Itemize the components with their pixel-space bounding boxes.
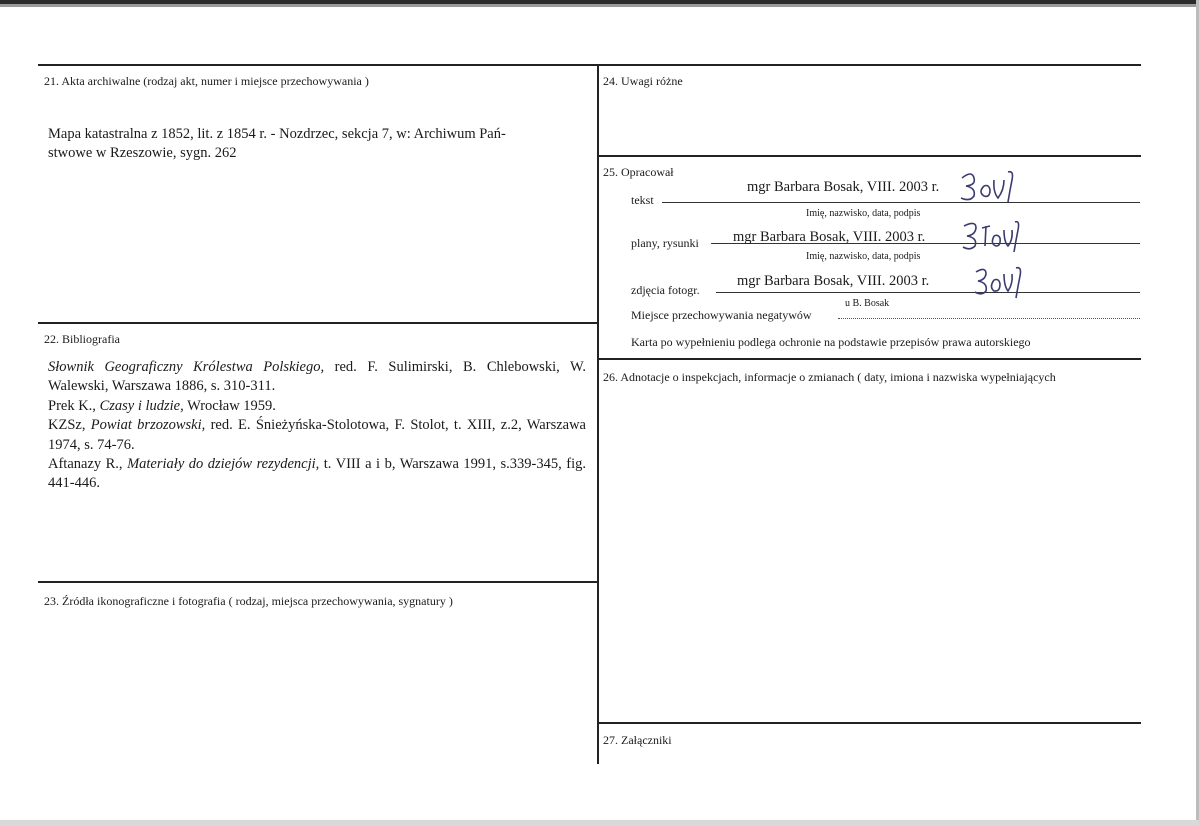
bibliography-entry-author: Prek K., — [48, 397, 100, 414]
divider-24-25 — [597, 155, 1141, 157]
bibliography-entry-author: Aftanazy R., — [48, 456, 128, 473]
miejsce-label: Miejsce przechowywania negatywów — [631, 308, 812, 322]
section-21-line-1: Mapa katastralna z 1852, lit. z 1854 r. - Nozdrzec, sekcja 7, w: Archiwum Pań- — [48, 126, 506, 142]
bibliography-entry-title: Czasy i ludzie, — [99, 397, 184, 414]
caption-1: Imię, nazwisko, data, podpis — [806, 208, 921, 219]
scan-top-shadow — [0, 4, 1199, 7]
signature-icon — [972, 264, 1032, 300]
miejsce-line — [838, 318, 1140, 319]
signature-icon — [958, 168, 1024, 204]
plany-value: mgr Barbara Bosak, VIII. 2003 r. — [733, 229, 926, 245]
miejsce-value: u B. Bosak — [845, 298, 890, 309]
copyright-note: Karta po wypełnieniu podlega ochronie na podstawie przepisów prawa autorskiego — [631, 335, 1031, 349]
bibliography-entry-author: KZSz, — [48, 417, 91, 434]
bibliography-list — [48, 358, 586, 494]
zdjecia-value: mgr Barbara Bosak, VIII. 2003 r. — [737, 273, 930, 289]
section-21-text — [48, 125, 588, 164]
bibliography-entry-details: Wrocław 1959. — [183, 397, 276, 414]
tekst-value: mgr Barbara Bosak, VIII. 2003 r. — [747, 179, 940, 195]
section-26-label: 26. Adnotacje o inspekcjach, informacje o zmianach ( daty, imiona i nazwiska wypełniających — [603, 370, 1056, 384]
bibliography-entry-details: red. E. Śnieżyńska-Stolotowa, F. Stolot, t. XIII, z.2, Warszawa 1974, s. 74-76. — [48, 417, 586, 453]
divider-26-27 — [597, 722, 1141, 724]
top-rule — [38, 64, 1141, 66]
zdjecia-line — [716, 292, 1140, 293]
section-21-label: 21. Akta archiwalne (rodzaj akt, numer i miejsce przechowywania ) — [44, 74, 369, 88]
section-27-label: 27. Załączniki — [603, 733, 672, 747]
plany-label: plany, rysunki — [631, 236, 699, 250]
scan-bottom-edge — [0, 820, 1199, 826]
bibliography-entry-title: Powiat brzozowski, — [90, 417, 206, 434]
section-22-label: 22. Bibliografia — [44, 332, 120, 346]
signature-icon — [960, 218, 1026, 254]
divider-21-22 — [38, 322, 599, 324]
bibliography-entry-details: red. F. Sulimirski, B. Chlebowski, W. Walewski, Warszawa 1886, s. 310-311. — [48, 359, 586, 395]
bibliography-entry-details: t. VIII a i b, Warszawa 1991, s.339-345, fig. 441-446. — [48, 456, 586, 492]
section-23-label: 23. Źródła ikonograficzne i fotografia ( rodzaj, miejsca przechowywania, sygnatury ) — [44, 594, 453, 608]
tekst-line — [662, 202, 1140, 203]
divider-22-23 — [38, 581, 599, 583]
section-24-label: 24. Uwagi różne — [603, 74, 683, 88]
center-divider — [597, 64, 599, 764]
bibliography-entry-title: Materiały do dziejów rezydencji, — [127, 456, 320, 473]
bibliography-entry-title: Słownik Geograficzny Królestwa Polskiego, — [48, 359, 325, 375]
bibliography-entry — [48, 358, 586, 397]
bibliography-entry — [48, 397, 586, 416]
section-21-line-2: stwowe w Rzeszowie, sygn. 262 — [48, 145, 237, 162]
section-25-label: 25. Opracował — [603, 165, 674, 179]
caption-2: Imię, nazwisko, data, podpis — [806, 251, 921, 262]
tekst-label: tekst — [631, 193, 654, 207]
divider-25-26 — [597, 358, 1141, 360]
zdjecia-label: zdjęcia fotogr. — [631, 283, 700, 297]
bibliography-entry — [48, 416, 586, 455]
bibliography-entry — [48, 455, 586, 494]
